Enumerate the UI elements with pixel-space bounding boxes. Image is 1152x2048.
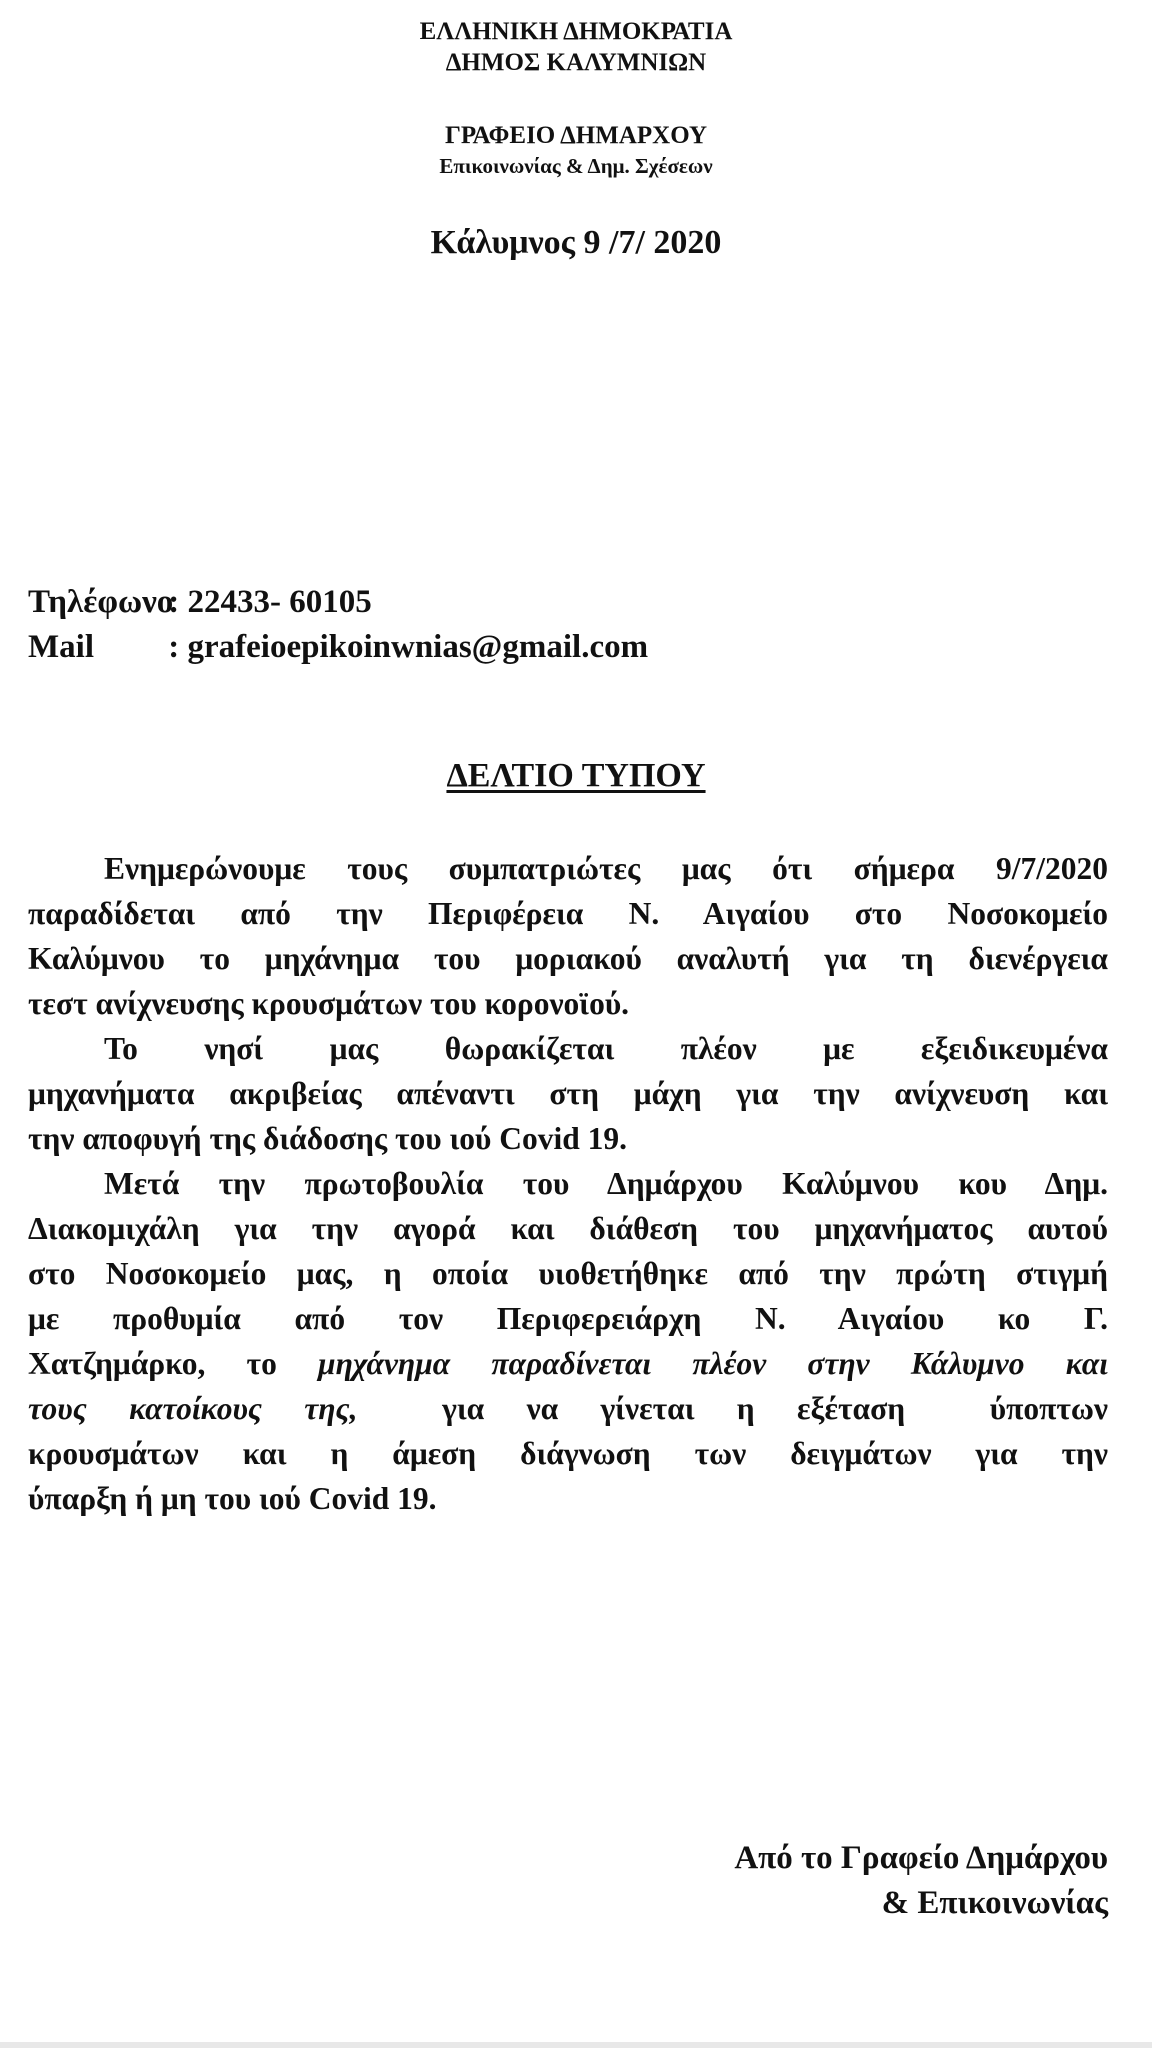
mail-row (28, 625, 648, 670)
issuer-header (0, 16, 1152, 78)
body-line: παραδίδεται από την Περιφέρεια Ν. Αιγαίου στο Νοσοκομείο (28, 896, 1108, 931)
body-line: στο Νοσοκομείο μας, η οποία υιοθετήθηκε από την πρώτη στιγμή (28, 1256, 1108, 1291)
press-release-body (28, 846, 1108, 1521)
office-header (0, 121, 1152, 181)
phone-row (28, 580, 648, 625)
phone-label: Τηλέφωνο (28, 584, 174, 620)
body-line (28, 1386, 1108, 1431)
municipality-name: ΔΗΜΟΣ ΚΑΛΥΜΝΙΩΝ (445, 49, 707, 76)
body-line: Το νησί μας θωρακίζεται πλέον με εξειδικευμένα (104, 1031, 1108, 1066)
country-name: ΕΛΛΗΝΙΚΗ ΔΗΜΟΚΡΑΤΙΑ (419, 18, 733, 45)
body-line: Μετά την πρωτοβουλία του Δημάρχου Καλύμνου κου Δημ. (104, 1166, 1108, 1201)
mail-label: Mail (28, 629, 94, 665)
body-line: Καλύμνου το μηχάνημα του μοριακού αναλυτή για τη διενέργεια (28, 941, 1108, 976)
body-italic-segment: τους κατοίκους της, (28, 1391, 358, 1426)
phone-value: : 22433- 60105 (168, 584, 372, 620)
body-line: με προθυμία από τον Περιφερειάρχη Ν. Αιγαίου κο Γ. (28, 1301, 1108, 1336)
signature-line: Από το Γραφείο Δημάρχου (734, 1840, 1108, 1876)
contact-details (28, 580, 648, 670)
body-line: ύπαρξη ή μη του ιού Covid 19. (28, 1481, 437, 1516)
body-segment: για να γίνεται η εξέταση ύποπτων (357, 1391, 1108, 1426)
signature-block (734, 1836, 1108, 1926)
body-italic-segment: μηχάνημα παραδίνεται πλέον στην Κάλυμνο και (318, 1346, 1108, 1381)
body-line: κρουσμάτων και η άμεση διάγνωση των δειγμάτων για την (28, 1436, 1108, 1471)
body-line (28, 1341, 1108, 1386)
signature-line: & Επικοινωνίας (881, 1885, 1108, 1921)
body-segment: Χατζημάρκο, το (28, 1346, 319, 1381)
document-date: Κάλυμνος 9 /7/ 2020 (430, 224, 722, 261)
body-line: τεστ ανίχνευσης κρουσμάτων του κορονοϊού. (28, 986, 630, 1021)
office-name: ΓΡΑΦΕΙΟ ΔΗΜΑΡΧΟΥ (444, 122, 708, 149)
office-subtitle: Επικοινωνίας & Δημ. Σχέσεων (439, 154, 713, 178)
body-line: μηχανήματα ακριβείας απέναντι στη μάχη για την ανίχνευση και (28, 1076, 1108, 1111)
body-line: Διακομιχάλη για την αγορά και διάθεση του μηχανήματος αυτού (28, 1211, 1108, 1246)
body-line: την αποφυγή της διάδοσης του ιού Covid 19. (28, 1121, 628, 1156)
press-release-title: ΔΕΛΤΙΟ ΤΥΠΟΥ (446, 757, 706, 794)
body-line: Ενημερώνουμε τους συμπατριώτες μας ότι σήμερα 9/7/2020 (104, 851, 1108, 886)
mail-value: : grafeioepikoinwnias@gmail.com (168, 629, 649, 665)
bottom-edge (0, 2042, 1152, 2048)
